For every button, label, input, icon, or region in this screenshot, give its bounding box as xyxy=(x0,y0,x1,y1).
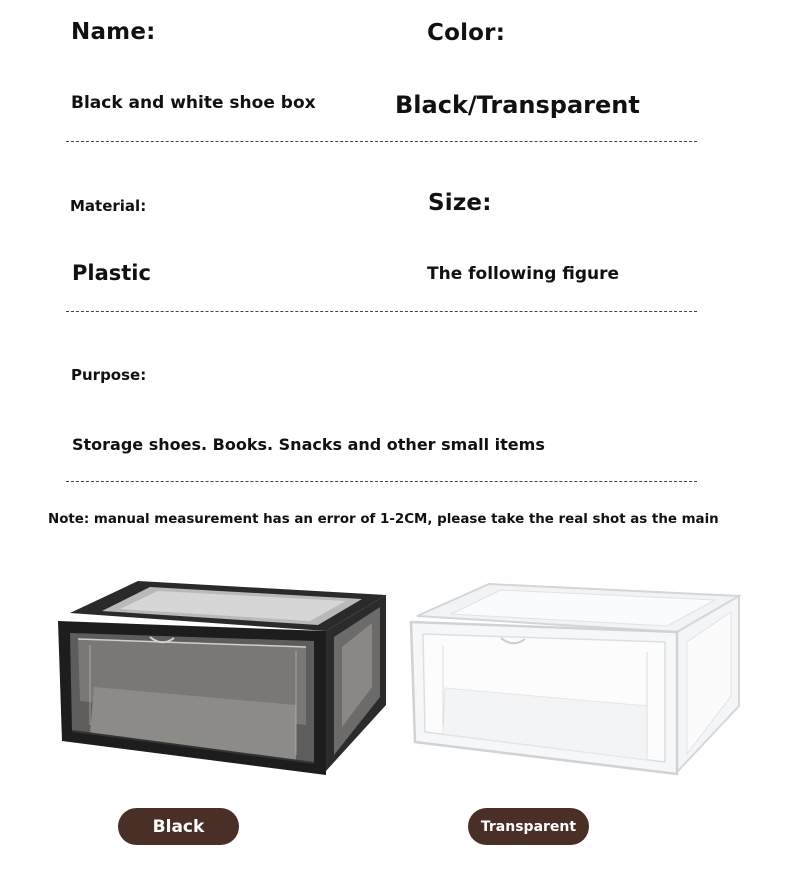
color-value: Black/Transparent xyxy=(395,91,640,119)
variant-black-pill[interactable] xyxy=(118,808,239,845)
measurement-note: Note: manual measurement has an error of 1-2CM, please take the real shot as the main xyxy=(48,512,719,527)
divider-3 xyxy=(66,481,697,482)
variant-black-label: Black xyxy=(152,816,205,837)
purpose-label: Purpose: xyxy=(71,366,147,384)
variant-transparent-pill[interactable] xyxy=(468,808,589,845)
size-value: The following figure xyxy=(427,264,620,284)
size-label: Size: xyxy=(428,190,492,216)
divider-2 xyxy=(66,311,697,312)
variant-transparent-label: Transparent xyxy=(480,818,577,835)
purpose-value: Storage shoes. Books. Snacks and other small items xyxy=(72,435,545,454)
divider-1 xyxy=(66,141,697,142)
color-label: Color: xyxy=(427,20,506,46)
black-shoe-box-image xyxy=(50,575,390,780)
name-value: Black and white shoe box xyxy=(71,93,316,113)
material-label: Material: xyxy=(70,197,147,215)
name-label: Name: xyxy=(71,19,156,45)
material-value: Plastic xyxy=(72,261,151,285)
transparent-shoe-box-image xyxy=(405,578,745,783)
